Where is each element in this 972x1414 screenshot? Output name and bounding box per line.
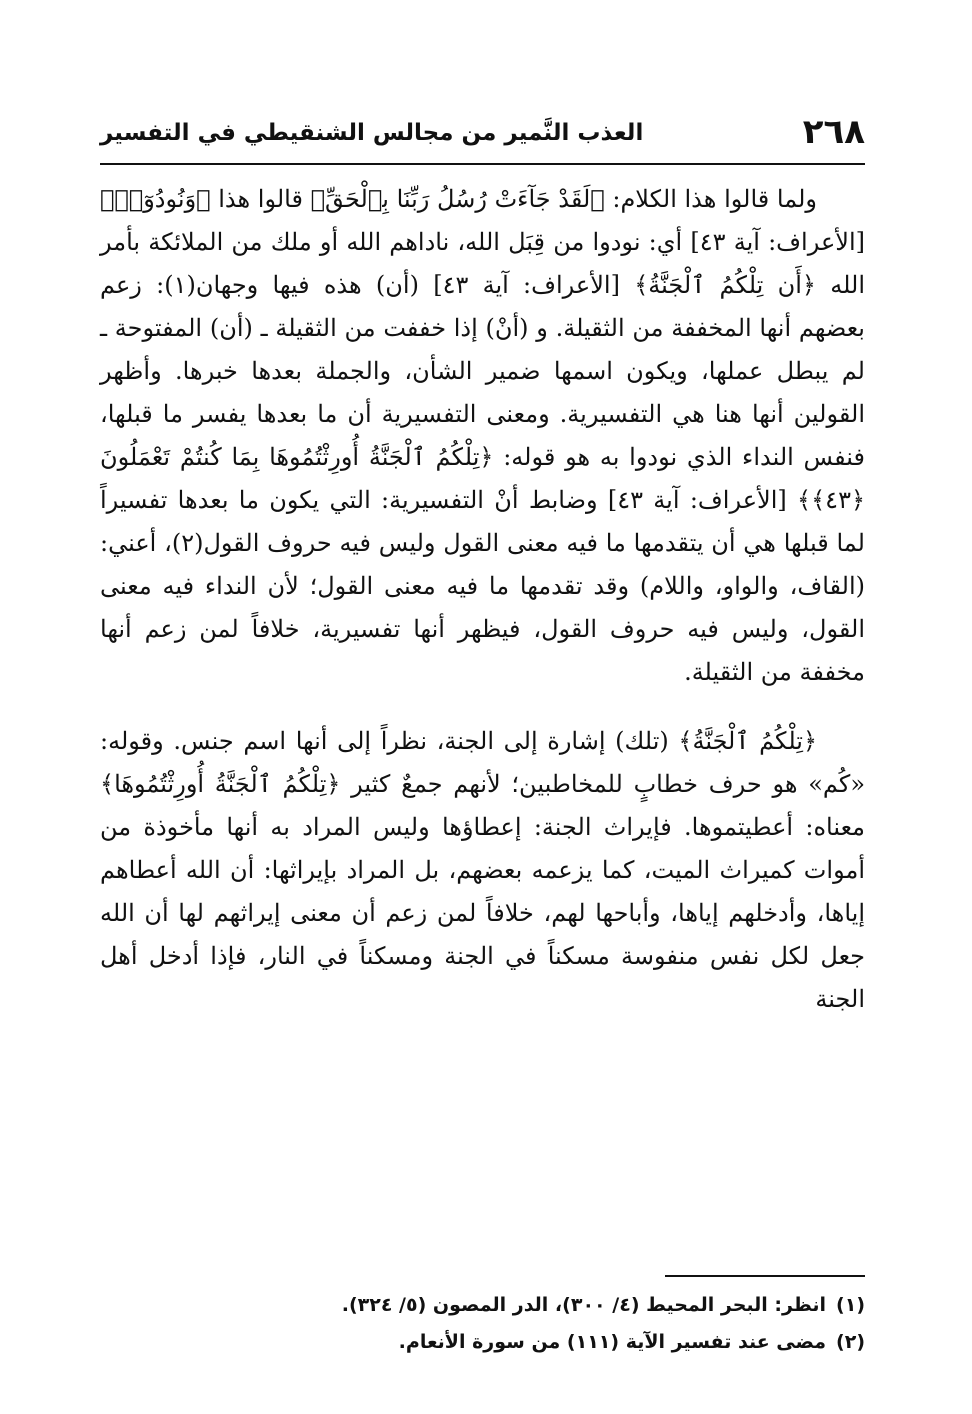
- footnotes: [100, 1287, 865, 1361]
- paragraph-1: ولما قالوا هذا الكلام: ﴿لَقَدْ جَآءَتْ رُسُلُ رَبِّنَا بِٱلْحَقِّ﴾ قالوا هذا ﴿وَنُودُوٓا۟﴾ [الأعراف: آية ٤٣] أي: نودوا من قِبَل الله، ناداهم الله أو ملك من الملائكة بأمر الله ﴿أَن تِلْكُمُ ٱلْجَنَّةُ﴾ [الأعراف: آية ٤٣] (أن) هذه فيها وجهان(١): زعم بعضهم أنها المخففة من الثقيلة. و (أنْ) إذا خففت من الثقيلة ـ (أن) المفتوحة ـ لم يبطل عملها، ويكون اسمها ضمير الشأن، والجملة بعدها خبرها. وأظهر القولين أنها هنا هي التفسيرية. ومعنى التفسيرية أن ما بعدها يفسر ما قبلها، فنفس النداء الذي نودوا به هو قوله: ﴿تِلْكُمُ ٱلْجَنَّةُ أُورِثْتُمُوهَا بِمَا كُنتُمْ تَعْمَلُونَ ﴿٤٣﴾﴾ [الأعراف: آية ٤٣] وضابط أنْ التفسيرية: التي يكون ما بعدها تفسيراً لما قبلها هي أن يتقدمها ما فيه معنى القول وليس فيه حروف القول(٢)، أعني: (القاف، والواو، واللام) وقد تقدمها ما فيه معنى القول؛ لأن النداء فيه معنى القول، وليس فيه حروف القول، فيظهر أنها تفسيرية، خلافاً لمن زعم أنها مخففة من الثقيلة.: [100, 185, 866, 686]
- footnote-1: [100, 1287, 865, 1324]
- running-title: العذب النَّمير من مجالس الشنقيطي في التفسير: [100, 120, 644, 146]
- paragraph-2: ﴿تِلْكُمُ ٱلْجَنَّةُ﴾ (تلك) إشارة إلى الجنة، نظراً إلى أنها اسم جنس. وقوله: «كُم» هو حرف خطابٍ للمخاطبين؛ لأنهم جمعٌ كثير ﴿تِلْكُمُ ٱلْجَنَّةُ أُورِثْتُمُوهَا﴾ معناه: أعطيتموها. فإيراث الجنة: إعطاؤها وليس المراد به أنها مأخوذة من أموات كميراث الميت، كما يزعمه بعضهم، بل المراد بإيراثها: أن الله أعطاهم إياها، وأدخلهم إياها، وأباحها لهم، خلافاً لمن زعم أن معنى إيراثهم لها أن الله جعل لكل نفس منفوسة مسكناً في الجنة ومسكناً في النار، فإذا أدخل أهل الجنة: [100, 727, 865, 1013]
- page-number: ٢٦٨: [802, 112, 865, 152]
- footnote-2: [100, 1324, 865, 1361]
- page-header: [100, 110, 865, 160]
- main-text: [100, 178, 865, 1021]
- footnote-text: مضى عند تفسير الآية (١١١) من سورة الأنعام.: [398, 1331, 827, 1353]
- footnote-rule: [665, 1275, 865, 1277]
- footnote-mark: (٢): [836, 1331, 865, 1353]
- footnote-mark: (١): [836, 1294, 865, 1316]
- header-rule: [100, 163, 865, 165]
- footnote-text: انظر: البحر المحيط (٤/ ٣٠٠)، الدر المصون (٥/ ٣٢٤).: [341, 1294, 827, 1316]
